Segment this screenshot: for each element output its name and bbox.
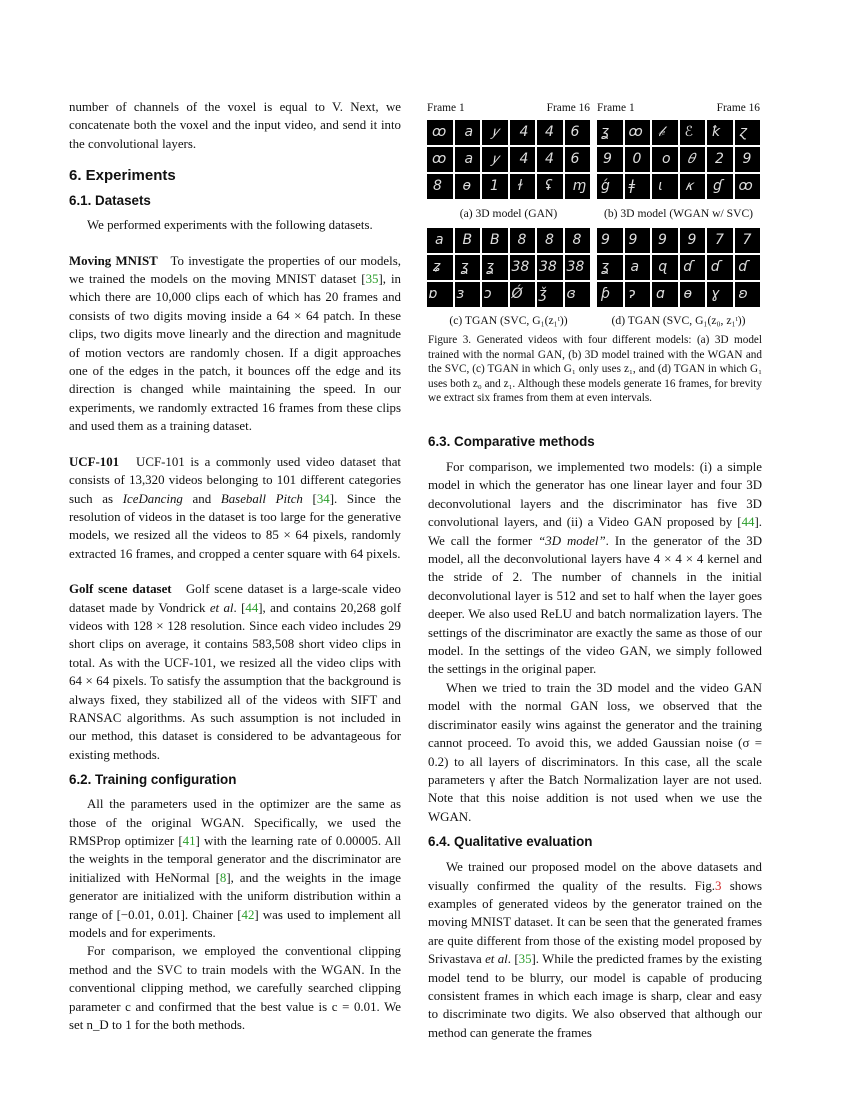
figure-panel-c [427,228,590,327]
comparative-text-c: . In the generator of the 3D model, all the deconvolutional layers have 4 × 4 × 4 kernel and the stride of 2. The number of channels in the initial deconvolutional layer is 512 and set to half when the layer goes deeper. We also used ReLU and batch normalization layers. The settings of the discriminator are exactly the same as those of our model. In the settings of the video GAN, we simply followed the settings in the original paper. [428,533,763,677]
citation-link[interactable]: 34 [316,491,330,506]
training-text-a: All the parameters used in the optimizer are the same as those of the original WGAN. Specifically, we used the RMSProp optimizer [ [69,797,401,848]
golf-text-a: Golf scene dataset is a large-scale video dataset made by Vondrick [69,582,401,615]
right-column [428,432,762,1042]
ucf101-category-2: Baseball Pitch [220,491,303,506]
figure-panel-d [597,228,760,327]
citation-link[interactable]: 44 [741,515,755,530]
frame-grid: ꝏ a 𝑦 4 4 6 ꝏ a 𝑦 4 4 6 8 ɵ 1 ɫ ʢ ɱ [427,120,590,199]
subfigure-caption-b: (b) 3D model (WGAN w/ SVC) [603,207,754,220]
moving-mnist-text-b: ], in which there are 10,000 clips each of which has 20 frames and consists of two digits moving inside a 64 × 64 patch. In these clips, two digits move linearly and the direction and magnitude of motion vectors are randomly chosen. If a digit approaches one of the edges in the patch, it bounces off the edge and its direction is changed while maintaining the speed. In our experiments, we randomly extracted 16 frames from these clips and used them as a training dataset. [69,272,402,434]
noise-paragraph: When we tried to train the 3D model and the video GAN model with the normal GAN loss, we observed that the discriminator easily wins against the generator and the training cannot proceed. To avoid this, we added Gaussian noise (σ = 0.2) to all layers of discriminators. In this case, all the scale parameters γ after the Batch Normalization layer are not used. Note that this noise addition is not used when we use the WGAN. [428,680,762,824]
intro-paragraph: number of channels of the voxel is equal to V. Next, we concatenate both the voxel and the input video, and send it into the convolutional layers. [69,100,401,151]
qualitative-text-b: shows examples of generated videos by the generator trained on the moving MNIST dataset. It can be seen that the generated frames are quite different from those of the existing model proposed by Srivastava [428,878,762,967]
citation-link[interactable]: 35 [365,272,379,287]
qualitative-etal: et al [485,952,508,967]
subsection-heading-qualitative: 6.4. Qualitative evaluation [428,834,593,850]
moving-mnist-paragraph [69,252,401,436]
figure-panel-b [597,102,760,220]
golf-text-b: ], and contains 20,268 golf videos with 128 × 128 resolution. Since each video includes 29 short clips on average, it contains 583,508 short video clips in total. As with the UCF-101, we resized all the video clips with 64 × 64 pixels. To satisfy the assumption that the background is always fixed, they stabilized all of the videos with SIFT and RANSAC algorithms. As such assumption is not included in our method, this dataset is considered to be advantageous for existing methods. [69,600,401,762]
ucf101-text-b: ]. Since the resolution of videos in the dataset is too large for the generative models, we resized all the videos to 85 × 64 pixels, randomly extracted 16 frames, and cropped a center square with 64 pixels. [69,491,402,561]
figure-reference-link[interactable]: 3 [715,878,722,893]
citation-link[interactable]: 8 [219,870,227,885]
qualitative-bracket: . [ [507,952,519,967]
citation-link[interactable]: 42 [241,907,255,922]
golf-runin: Golf scene dataset [69,582,172,597]
golf-etal: et al [209,600,234,615]
subsection-heading-training: 6.2. Training configuration [69,772,237,788]
frame-end-label: Frame 16 [716,102,760,114]
frame-start-label: Frame 1 [597,102,635,114]
comparative-text-b: ]. We call the former [428,515,762,548]
frame-grid: a B B 8 8 8 ʑ ʓ ʓ 38 38 38 ɒ ɜ ɔ Ǿ ǯ ɞ [427,228,590,307]
figure-panel-a [427,102,590,220]
qualitative-paragraph [428,858,762,1042]
ucf101-paragraph [69,453,401,563]
subsection-heading-datasets: 6.1. Datasets [69,193,151,209]
ucf101-text-a: UCF-101 is a commonly used video dataset that consists of 13,320 videos belonging to 101 different categories such as [69,454,402,506]
qualitative-text-c: ]. While the predicted frames by the existing model tend to be blurry, our model is capable of producing consistent frames in which each image is sharp, clear and easy to discriminate two digits. We also observed that although our method can generate the frames [428,952,762,1040]
training-text-b: ] with the learning rate of 0.00005. All the weights in the temporal generator and the discriminator are initialized with HeNormal [ [69,834,401,885]
training-text-d: ] was used to implement all models and for experiments. [69,907,402,941]
frame-grid: ʓ ꝏ 𝒷 ℰ ꝁ ɀ 9 0 o 𝜃 2 9 ǵ ǂ ɩ 𝜅 ɠ ꝏ [597,120,760,199]
citation-link[interactable]: 35 [518,952,532,967]
golf-bracket: . [ [233,600,246,615]
section-heading-experiments: 6. Experiments [69,167,176,185]
moving-mnist-runin: Moving MNIST [69,253,158,268]
comparative-paragraph [428,458,762,679]
ucf101-and: and [182,491,221,506]
training-paragraph [69,795,401,942]
figure-caption: Figure 3. Generated videos with four different models: (a) 3D model trained with the normal GAN, (b) 3D model trained with the WGAN and the SVC, (c) TGAN in which G₁ only uses z₁, and (d) TGAN in which G₁ uses both z₀ and z₁. Although these models generate 16 frames, for brevity we extract six frames from them at even intervals. [428,334,762,405]
subfigure-caption-c: (c) TGAN (SVC, G₁(z₁ᵗ)) [449,314,568,327]
ucf101-runin: UCF-101 [69,454,120,469]
frame-grid: 9 9 9 9 7 7 ʓ a ɋ ɗ ɗ ɗ ƥ ɂ ɑ ɵ ɣ ʚ [597,228,760,307]
comparative-term: “3D model” [538,533,606,548]
qualitative-text-a: We trained our proposed model on the above datasets and visually confirmed the quality of the results. Fig. [428,860,762,893]
ucf101-category-1: IceDancing [122,491,183,506]
citation-link[interactable]: 41 [182,834,196,848]
left-column [69,98,401,1034]
datasets-paragraph: We performed experiments with the following datasets. [87,218,373,233]
subfigure-caption-a: (a) 3D model (GAN) [459,207,558,220]
ucf101-bracket: [ [302,491,317,506]
citation-link[interactable]: 44 [245,600,259,615]
subfigure-caption-d: (d) TGAN (SVC, G₁(z₀, z₁ᵗ)) [611,314,746,327]
moving-mnist-text-a: To investigate the properties of our models, we trained the models on the moving MNIST dataset [ [69,253,401,287]
subsection-heading-comparative: 6.3. Comparative methods [428,434,595,449]
comparative-text-a: For comparison, we implemented two models: (i) a simple model in which the generator has one linear layer and four 3D deconvolutional layers and the discriminator has five 3D convolutional layers, and (ii) a Video GAN proposed by [ [428,460,762,530]
training-text-c: ], and the weights in the image generator are initialized with the uniform distribution within a range of [−0.01, 0.01]. Chainer [ [69,870,401,922]
golf-paragraph [69,580,401,764]
frame-start-label: Frame 1 [427,102,465,114]
clipping-paragraph: For comparison, we employed the conventional clipping method and the SVC to train models with the WGAN. In the conventional clipping method, we carefully searched clipping parameter c and confirmed that the best value is c = 0.01. We set n_D to 1 for the both methods. [69,944,401,1033]
frame-end-label: Frame 16 [546,102,590,114]
